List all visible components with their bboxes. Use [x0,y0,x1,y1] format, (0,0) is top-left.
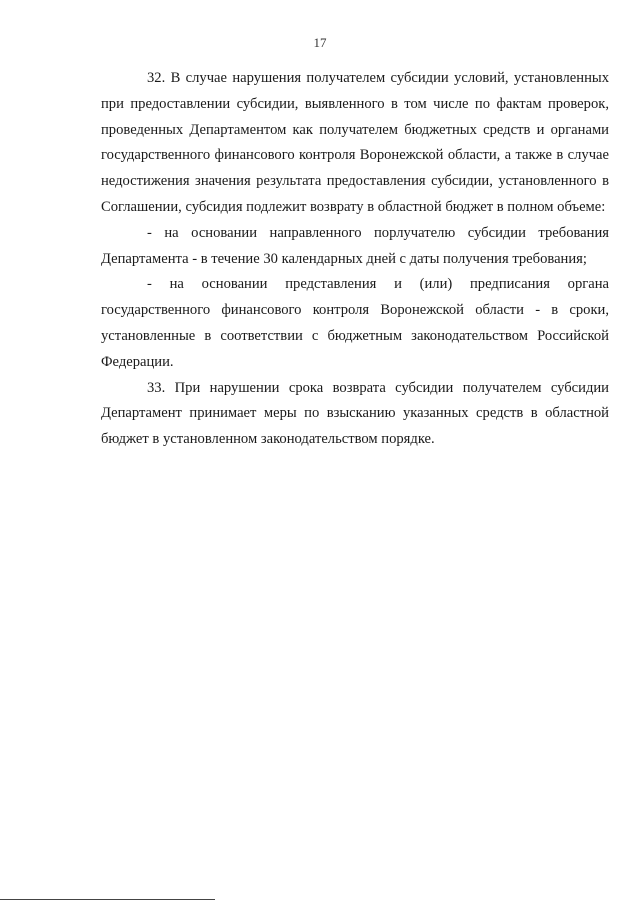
document-body [101,66,609,453]
paragraph-32-item-2: - на основании представления и (или) предписания органа государственного финансового контроля Воронежской области - в сроки, установленные в соответствии с бюджетным законодательством Российской Федерации. [101,276,609,370]
paragraph-33: 33. При нарушении срока возврата субсидии получателем субсидии Департамент принимает меры по взысканию указанных средств в областной бюджет в установленном законодательством порядке. [101,379,609,448]
footer-divider [0,899,215,900]
paragraph-32: 32. В случае нарушения получателем субсидии условий, установленных при предоставлении субсидии, выявленного в том числе по фактам проверок, проведенных Департаментом как получателем бюджетных средств и органами государственного финансового контроля Воронежской области, а также в случае недостижения значения результата предоставления субсидии, установленного в Соглашении, субсидия подлежит возврату в областной бюджет в полном объеме: [101,70,609,215]
paragraph-32-item-1: - на основании направленного порлучателю субсидии требования Департамента - в течение 30 календарных дней с даты получения требования; [101,224,609,267]
page-number: 17 [313,35,327,50]
